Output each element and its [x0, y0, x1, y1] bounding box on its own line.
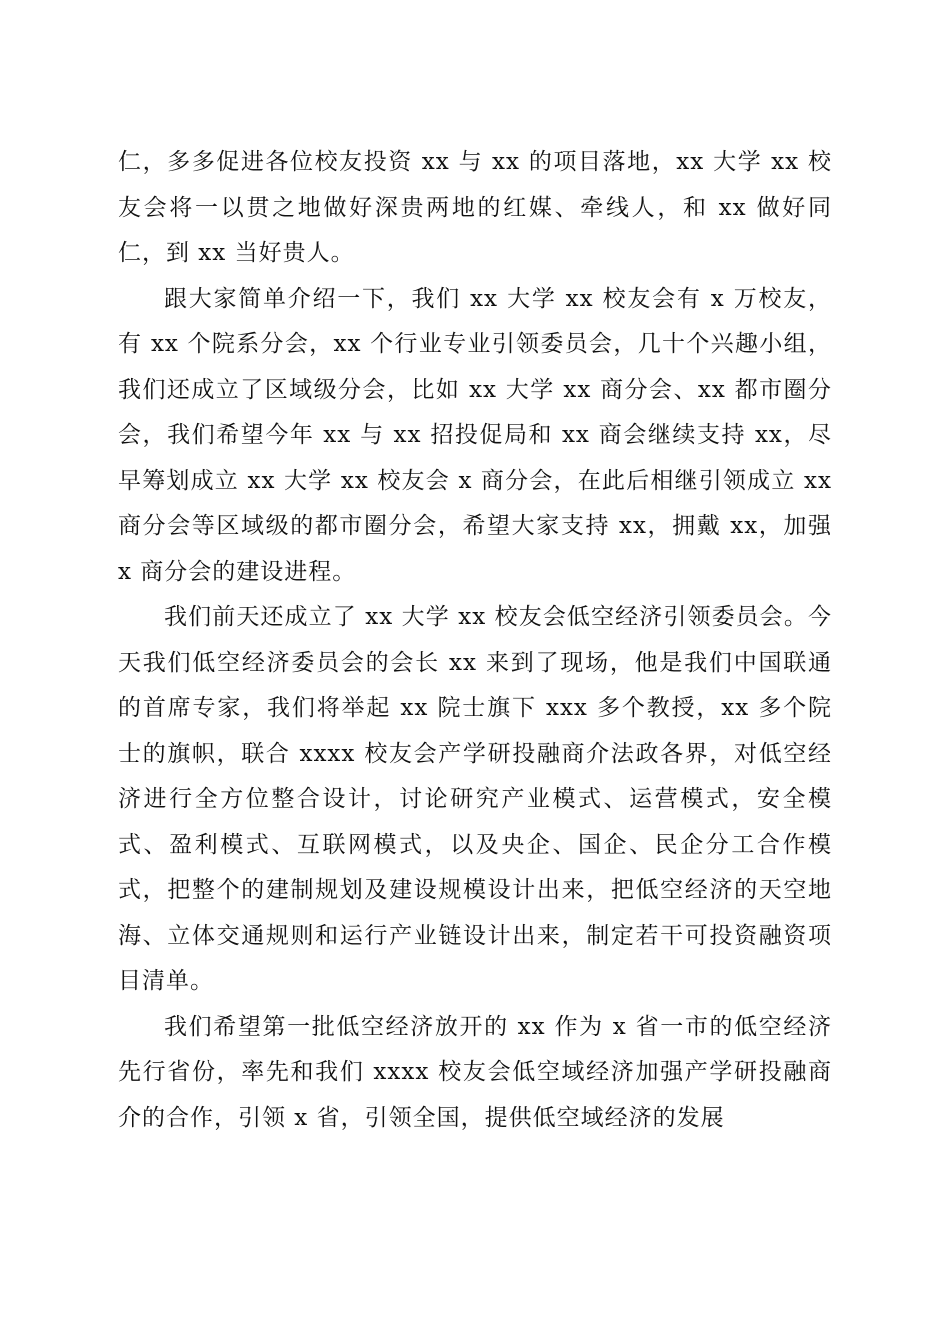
document-body: [118, 140, 832, 1141]
paragraph-3: 我们前天还成立了 xx 大学 xx 校友会低空经济引领委员会。今天我们低空经济委员会的会长 xx 来到了现场，他是我们中国联通的首席专家，我们将举起 xx 院士旗下 xxx 多个教授，xx 多个院士的旗帜，联合 xxxx 校友会产学研投融商介法政各界，对低空经济进行全方位整合设计，讨论研究产业模式、运营模式，安全模式、盈利模式、互联网模式，以及央企、国企、民企分工合作模式，把整个的建制规划及建设规模设计出来，把低空经济的天空地海、立体交通规则和运行产业链设计出来，制定若干可投资融资项目清单。: [118, 604, 832, 994]
paragraph-2: 跟大家简单介绍一下，我们 xx 大学 xx 校友会有 x 万校友，有 xx 个院系分会，xx 个行业专业引领委员会，几十个兴趣小组，我们还成立了区域级分会，比如 xx 大学 xx 商分会、xx 都市圈分会，我们希望今年 xx 与 xx 招投促局和 xx 商会继续支持 xx，尽早筹划成立 xx 大学 xx 校友会 x 商分会，在此后相继引领成立 xx 商分会等区域级的都市圈分会，希望大家支持 xx，拥戴 xx，加强 x 商分会的建设进程。: [118, 285, 832, 585]
paragraph-1: 仁，多多促进各位校友投资 xx 与 xx 的项目落地，xx 大学 xx 校友会将一以贯之地做好深贵两地的红媒、牵线人，和 xx 做好同仁，到 xx 当好贵人。: [118, 149, 832, 266]
paragraph-4: 我们希望第一批低空经济放开的 xx 作为 x 省一市的低空经济先行省份，率先和我们 xxxx 校友会低空域经济加强产学研投融商介的合作，引领 x 省，引领全国，提供低空域经济的发展: [118, 1013, 832, 1131]
